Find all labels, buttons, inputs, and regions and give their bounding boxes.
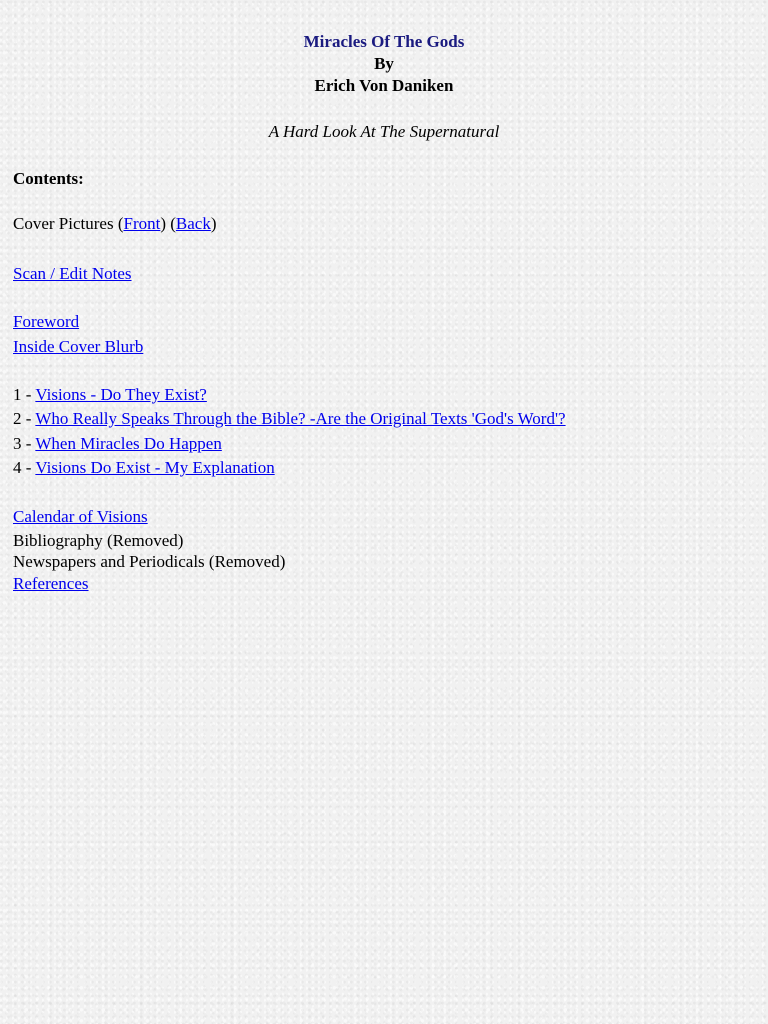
cover-separator: ) ( [160, 214, 176, 233]
book-title: Miracles Of The Gods [303, 32, 465, 51]
cover-pictures-line [13, 214, 217, 234]
chapter-link[interactable]: Who Really Speaks Through the Bible? -Are the Original Texts 'God's Word'? [35, 409, 566, 428]
chapter-item [13, 434, 222, 454]
bibliography-text: Bibliography (Removed) [13, 531, 184, 550]
calendar-of-visions-link[interactable]: Calendar of Visions [13, 507, 148, 526]
cover-close-paren: ) [210, 214, 217, 233]
scan-edit-notes-link[interactable]: Scan / Edit Notes [13, 264, 132, 283]
chapter-number: 3 - [13, 434, 36, 453]
contents-heading: Contents: [13, 169, 84, 188]
book-subtitle: A Hard Look At The Supernatural [268, 122, 500, 141]
chapter-number: 4 - [13, 458, 36, 477]
cover-front-link[interactable]: Front [123, 214, 161, 233]
inside-cover-blurb-link[interactable]: Inside Cover Blurb [13, 337, 144, 356]
author-name: Erich Von Daniken [314, 76, 454, 95]
chapter-link[interactable]: Visions Do Exist - My Explanation [35, 458, 275, 477]
chapter-item [13, 458, 275, 478]
cover-back-link[interactable]: Back [175, 214, 211, 233]
foreword-link[interactable]: Foreword [13, 312, 80, 331]
chapter-item [13, 385, 207, 405]
chapter-number: 1 - [13, 385, 36, 404]
by-line: By [374, 54, 394, 73]
chapter-item [13, 409, 566, 429]
chapter-number: 2 - [13, 409, 36, 428]
chapter-link[interactable]: Visions - Do They Exist? [35, 385, 207, 404]
cover-pictures-label: Cover Pictures ( [13, 214, 124, 233]
chapter-link[interactable]: When Miracles Do Happen [35, 434, 222, 453]
references-link[interactable]: References [13, 574, 89, 593]
newspapers-text: Newspapers and Periodicals (Removed) [13, 552, 286, 571]
